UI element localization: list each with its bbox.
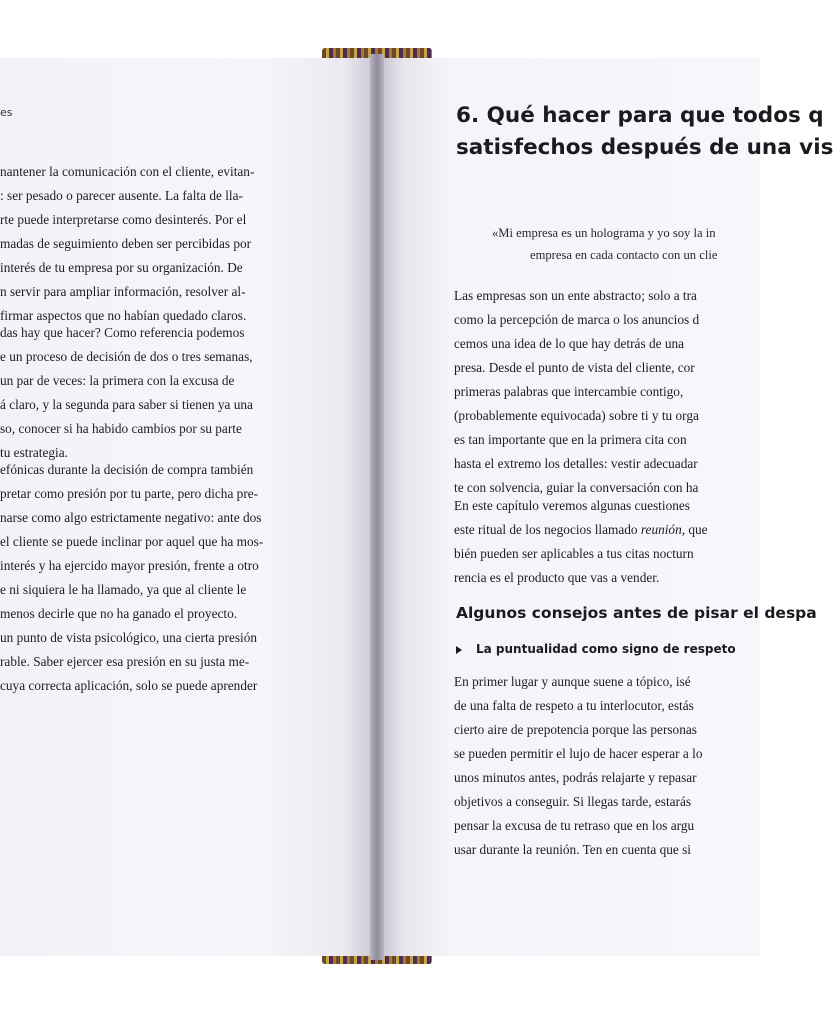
text-line: es tan importante que en la primera cita con xyxy=(454,432,687,447)
chapter-title-line: 6. Qué hacer para que todos q xyxy=(456,103,824,128)
text-line: pretar como presión por tu parte, pero dicha pre- xyxy=(0,486,259,501)
text-line: das hay que hacer? Como referencia podemos xyxy=(0,325,245,340)
chapter-title-line: satisfechos después de una vis xyxy=(456,135,833,160)
text-line: unos minutos antes, podrás relajarte y repasar xyxy=(454,770,697,785)
text-line: so, conocer si ha habido cambios por su parte xyxy=(0,421,242,436)
section-subheading: Algunos consejos antes de pisar el despa xyxy=(456,604,817,622)
text-span: este ritual de los negocios llamado xyxy=(454,522,641,537)
text-line: primeras palabras que intercambie contigo, xyxy=(454,384,684,399)
chapter-title xyxy=(456,100,833,164)
text-line: te con solvencia, guiar la conversación con ha xyxy=(454,480,699,495)
text-line: cemos una idea de lo que hay detrás de una xyxy=(454,336,685,351)
epigraph-quote xyxy=(492,222,717,266)
text-line: de una falta de respeto a tu interlocutor, estás xyxy=(454,698,694,713)
text-line: un par de veces: la primera con la excusa de xyxy=(0,373,235,388)
bullet-heading xyxy=(456,642,736,656)
text-line: se pueden permitir el lujo de hacer esperar a lo xyxy=(454,746,703,761)
text-line: rable. Saber ejercer esa presión en su justa me- xyxy=(0,654,250,669)
text-line: e ni siquiera le ha llamado, ya que al cliente le xyxy=(0,582,247,597)
text-line: interés y ha ejercido mayor presión, frente a otro xyxy=(0,558,259,573)
text-line: cuya correcta aplicación, solo se puede aprender xyxy=(0,678,258,693)
text-line: como la percepción de marca o los anuncios d xyxy=(454,312,700,327)
quote-line: empresa en cada contacto con un clie xyxy=(530,248,718,262)
text-line: un punto de vista psicológico, una cierta presión xyxy=(0,630,258,645)
text-line: narse como algo estrictamente negativo: ante dos xyxy=(0,510,262,525)
text-span: , que xyxy=(681,522,708,537)
text-line: nantener la comunicación con el cliente, evitan- xyxy=(0,164,255,179)
text-line: (probablemente equivocada) sobre ti y tu orga xyxy=(454,408,699,423)
text-line: madas de seguimiento deben ser percibidas por xyxy=(0,236,252,251)
running-header: es xyxy=(0,106,13,119)
text-line: tu estrategia. xyxy=(0,445,68,460)
text-line: menos decirle que no ha ganado el proyecto. xyxy=(0,606,238,621)
text-line: cierto aire de prepotencia porque las personas xyxy=(454,722,697,737)
text-line: efónicas durante la decisión de compra también xyxy=(0,462,254,477)
text-line: presa. Desde el punto de vista del cliente, cor xyxy=(454,360,695,375)
text-line: el cliente se puede inclinar por aquel que ha mos- xyxy=(0,534,264,549)
text-line: En este capítulo veremos algunas cuestiones xyxy=(454,498,690,513)
text-line: bién pueden ser aplicables a tus citas nocturn xyxy=(454,546,694,561)
text-line: : ser pesado o parecer ausente. La falta de lla- xyxy=(0,188,243,203)
text-line: rte puede interpretarse como desinterés. Por el xyxy=(0,212,247,227)
book-gutter xyxy=(370,54,384,960)
text-line: á claro, y la segunda para saber si tienen ya una xyxy=(0,397,253,412)
text-line: rencia es el producto que vas a vender. xyxy=(454,570,660,585)
italic-term: reunión xyxy=(640,522,682,537)
quote-line: «Mi empresa es un holograma y yo soy la in xyxy=(492,226,716,240)
text-line xyxy=(454,518,708,542)
text-line: n servir para ampliar información, resolver al- xyxy=(0,284,246,299)
bullet-label: La puntualidad como signo de respeto xyxy=(476,642,736,656)
text-line: pensar la excusa de tu retraso que en los argu xyxy=(454,818,695,833)
text-line: En primer lugar y aunque suene a tópico, isé xyxy=(454,674,691,689)
text-line: interés de tu empresa por su organización. De xyxy=(0,260,243,275)
text-line: objetivos a conseguir. Si llegas tarde, estarás xyxy=(454,794,692,809)
triangle-bullet-icon xyxy=(456,646,462,654)
text-line: usar durante la reunión. Ten en cuenta que si xyxy=(454,842,691,857)
text-line: Las empresas son un ente abstracto; solo a tra xyxy=(454,288,697,303)
text-line: firmar aspectos que no habían quedado claros. xyxy=(0,308,247,323)
text-line: hasta el extremo los detalles: vestir adecuadar xyxy=(454,456,698,471)
text-line: e un proceso de decisión de dos o tres semanas, xyxy=(0,349,253,364)
